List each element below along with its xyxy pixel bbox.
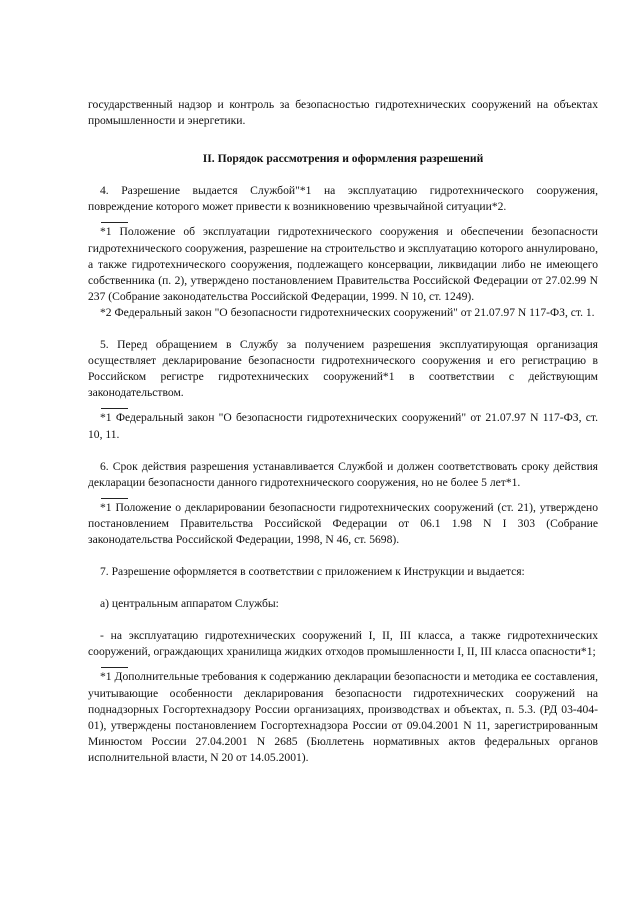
footnote-4-1: *1 Положение об эксплуатации гидротехнического сооружения и обеспечении безопасности гидротехнического сооружения, разрешение на строительство и эксплуатацию которого аннулировано, а также гидротехнического сооружения, подлежащего консервации, ликвидации либо не имеющего собственника (п. 2), утверждено постановлением Правительства Российской Федерации от 27.02.99 N 237 (Собрание законодательства Российской Федерации, 1999. N 10, ст. 1249). [88, 225, 598, 303]
paragraph-5: 5. Перед обращением в Службу за получением разрешения эксплуатирующая организация осуществляет декларирование безопасности гидротехнического сооружения и его регистрацию в Российском регистре гидротехнических сооружений*1 в соответствии с действующим законодательством. [88, 338, 598, 400]
paragraph-7a: а) центральным аппаратом Службы: [100, 597, 279, 611]
footnote-separator [101, 215, 128, 224]
footnote-7a-1: *1 Дополнительные требования к содержанию декларации безопасности и методика ее составления, учитывающие особенности декларирования безопасности гидротехнических сооружений на поднадзорных Госгортехнадзору России организациях, производствах и объектах, п. 5.3. (РД 03-404-01), утверждены постановлением Госгортехнадзора России от 09.04.2001 N 11, зарегистрированным Минюстом России 27.04.2001 N 2685 (Бюллетень нормативных актов федеральных органов исполнительной власти, N 20 от 14.05.2001). [88, 670, 598, 764]
footnote-separator [101, 401, 128, 410]
paragraph-7a-item: - на эксплуатацию гидротехнических сооружений I, II, III класса, а также гидротехнических сооружений, ограждающих хранилища жидких отходов промышленности I, II, III класса опасности*1; [88, 629, 598, 659]
section-title: II. Порядок рассмотрения и оформления разрешений [202, 152, 484, 166]
paragraph-7: 7. Разрешение оформляется в соответствии с приложением к Инструкции и выдается: [100, 565, 525, 579]
footnote-separator [101, 660, 128, 669]
document-page [88, 97, 598, 766]
footnote-6-1: *1 Положение о декларировании безопасности гидротехнических сооружений (ст. 21), утверждено постановлением Правительства Российской Федерации от 06.1 1.98 N I 303 (Собрание законодательства Российской Федерации, 1998, N 46, ст. 5698). [88, 500, 598, 546]
intro-paragraph: государственный надзор и контроль за безопасностью гидротехнических сооружений на объектах промышленности и энергетики. [88, 98, 598, 128]
footnote-separator [101, 491, 128, 500]
footnote-5-1: *1 Федеральный закон "О безопасности гидротехнических сооружений" от 21.07.97 N 117-ФЗ, ст. 10, 11. [88, 411, 598, 441]
paragraph-4: 4. Разрешение выдается Службой"*1 на эксплуатацию гидротехнического сооружения, повреждение которого может привести к возникновению чрезвычайной ситуации*2. [88, 184, 598, 214]
paragraph-6: 6. Срок действия разрешения устанавливается Службой и должен соответствовать сроку действия декларации безопасности данного гидротехнического сооружения, но не более 5 лет*1. [88, 459, 598, 489]
footnote-4-2: *2 Федеральный закон "О безопасности гидротехнических сооружений" от 21.07.97 N 117-ФЗ, ст. 1. [100, 305, 595, 319]
